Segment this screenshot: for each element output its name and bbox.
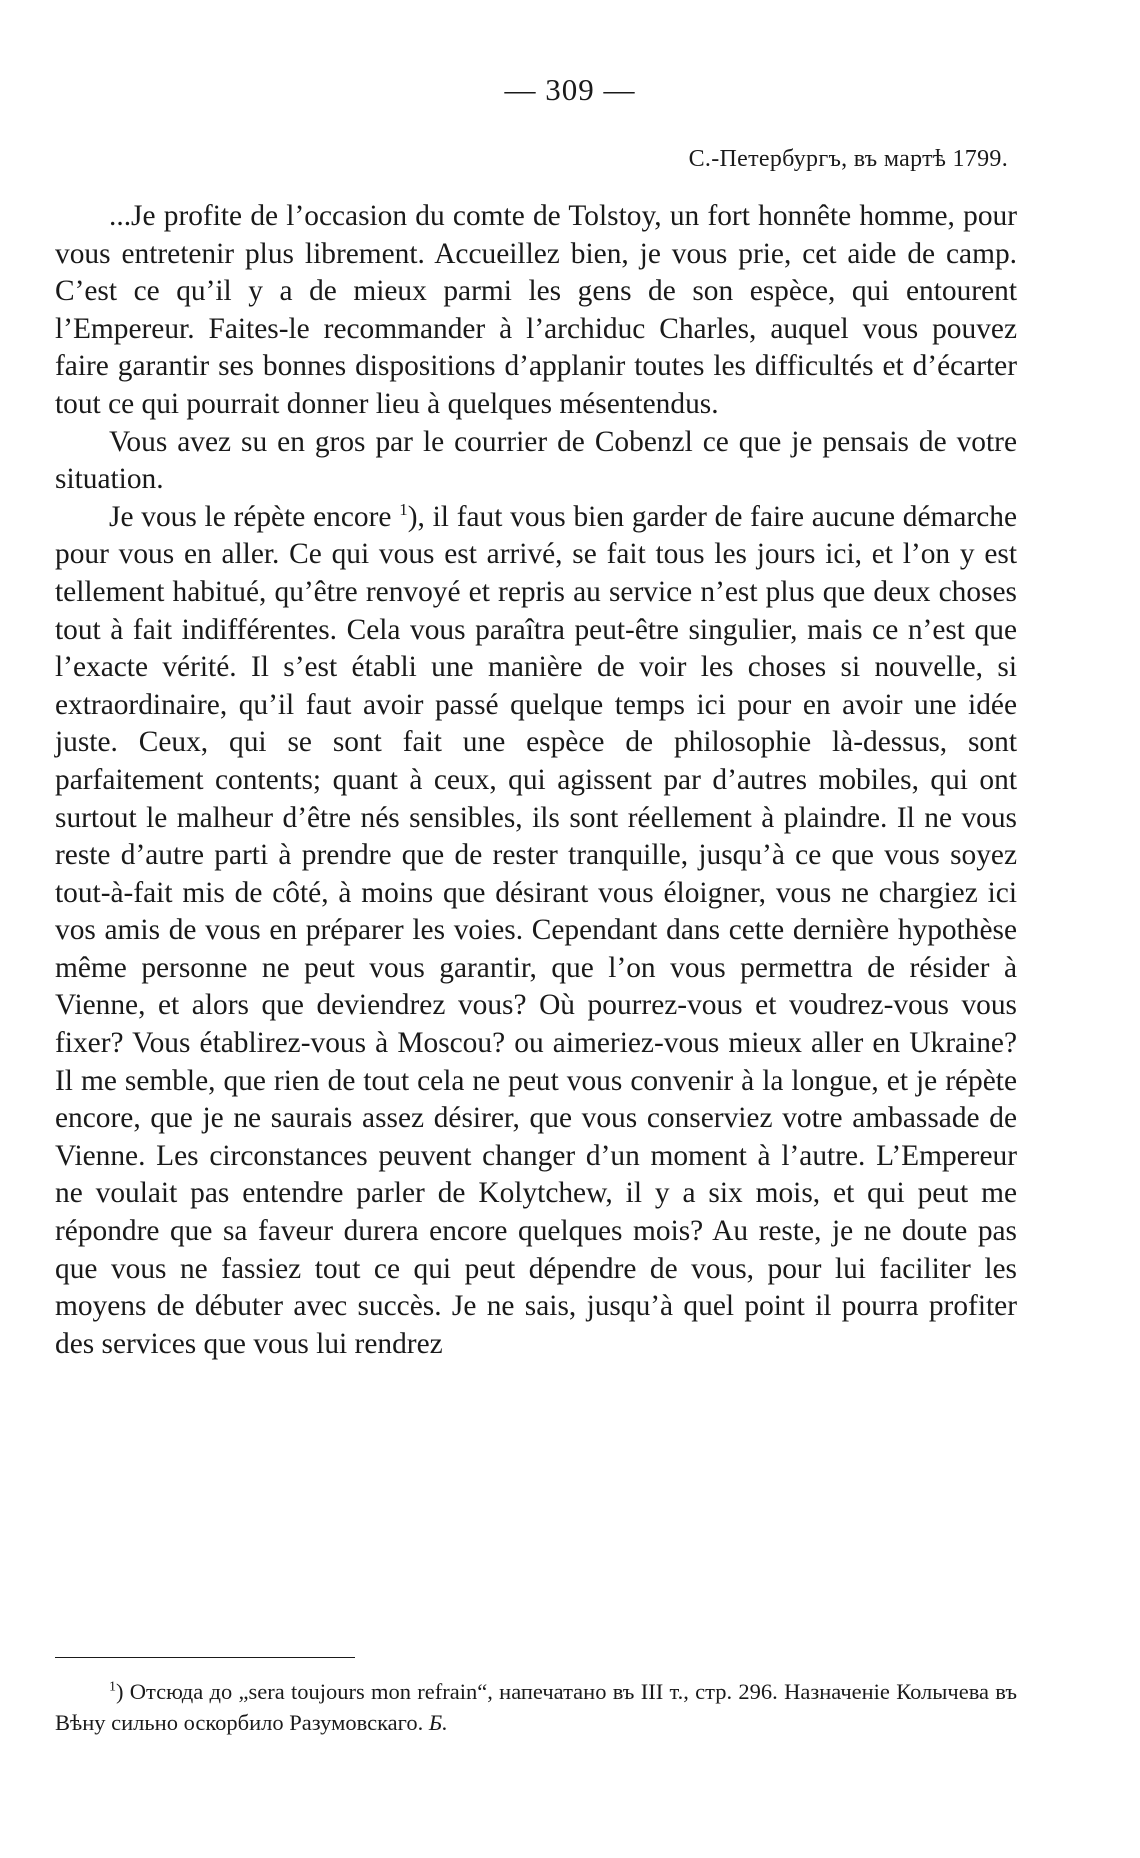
footnote-marker: 1 xyxy=(109,1679,116,1695)
footnote-signature: Б. xyxy=(428,1710,448,1735)
letter-dateline: С.-Петербургъ, въ мартѣ 1799. xyxy=(688,146,1008,172)
footnote-divider xyxy=(55,1657,355,1658)
letter-body xyxy=(55,198,1017,1363)
footnote-text xyxy=(55,1676,1017,1738)
paragraph-3 xyxy=(55,499,1017,1364)
footnote-body: ) Отсюда до „sera toujours mon refrain“, напечатано въ III т., стр. 296. Назначеніе Колычева въ Вѣну сильно оскорбило Разумовскаго. xyxy=(55,1679,1017,1735)
paragraph-1: ...Je profite de l’occasion du comte de Tolstoy, un fort honnête homme, pour vous entretenir plus librement. Accueillez bien, je vous prie, cet aide de camp. C’est ce qu’il y a de mieux parmi les gens de son espèce, qui entourent l’Empereur. Faites-le recommander à l’archiduc Charles, auquel vous pouvez faire garantir ses bonnes dispositions d’applanir toutes les difficultés et d’écarter tout ce qui pourrait donner lieu à quelques mésentendus. xyxy=(55,200,1017,420)
paragraph-2: Vous avez su en gros par le courrier de Cobenzl ce que je pensais de votre situation. xyxy=(55,425,1017,496)
paragraph-3-start: Je vous le répète encore xyxy=(109,500,392,533)
paragraph-3-rest: ), il faut vous bien garder de faire aucune démarche pour vous en aller. Ce qui vous est arrivé, se fait tous les jours ici, et l’on y est tellement habitué, qu’être renvoyé et repris au service n’est plus que deux choses tout à fait indifférentes. Cela vous paraîtra peut-être singulier, mais ce n’est que l’exacte vérité. Il s’est établi une manière de voir les choses si nouvelle, si extraordinaire, qu’il faut avoir passé quelque temps ici pour en avoir une idée juste. Ceux, qui se sont fait une espèce de philosophie là-dessus, sont parfaitement contents; quant à ceux, qui agissent par d’autres mobiles, qui ont surtout le malheur d’être nés sensibles, ils sont réellement à plaindre. Il ne vous reste d’autre parti à prendre que de rester tranquille, jusqu’à ce que vous soyez tout-à-fait mis de côté, à moins que désirant vous éloigner, vous ne chargiez ici vos amis de vous en préparer les voies. Cependant dans cette dernière hypothèse même personne ne peut vous garantir, que l’on vous permettra de résider à Vienne, et alors que deviendrez vous? Où pourrez-vous et voudrez-vous vous fixer? Vous établirez-vous à Moscou? ou aimeriez-vous mieux aller en Ukraine? Il me semble, que rien de tout cela ne peut vous convenir à la longue, et je répète encore, que je ne saurais assez désirer, que vous conserviez votre ambassade de Vienne. Les circonstances peuvent changer d’un moment à l’autre. L’Empereur ne voulait pas entendre parler de Kolytchew, il y a six mois, et qui peut me répondre que sa faveur durera encore quelques mois? Au reste, je ne doute pas que vous ne fassiez tout ce qui peut dépendre de vous, pour lui faciliter les moyens de débuter avec succès. Je ne sais, jusqu’à quel point il pourra profiter des services que vous lui rendrez xyxy=(55,500,1017,1360)
footnote-reference: 1 xyxy=(399,499,408,519)
footnote xyxy=(55,1676,1017,1738)
page-number: — 309 — xyxy=(504,72,636,107)
